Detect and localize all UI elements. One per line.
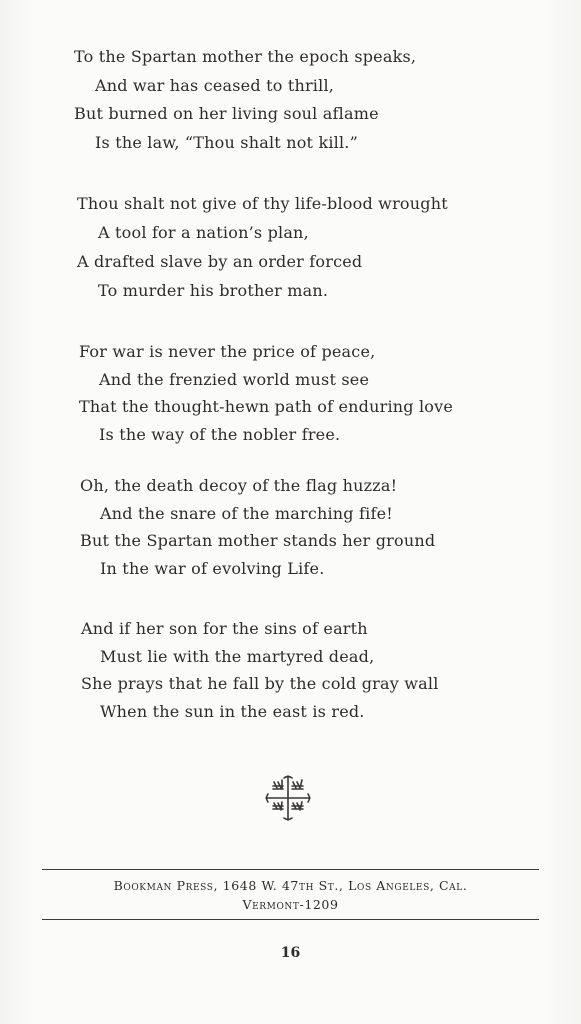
printer-telephone: Vermont-1209: [242, 897, 339, 912]
poem-line: In the war of evolving Life.: [100, 559, 325, 578]
poem-line: For war is never the price of peace,: [79, 342, 376, 361]
poem-line: And the snare of the marching fife!: [100, 504, 393, 523]
poem-line: But burned on her living soul aflame: [74, 104, 379, 123]
poem-line: That the thought-hewn path of enduring love: [79, 397, 454, 416]
poem-line: And war has ceased to thrill,: [95, 76, 335, 95]
poem-line: Is the law, “Thou shalt not kill.”: [95, 133, 358, 152]
poem-line: And if her son for the sins of earth: [81, 619, 368, 638]
imprint-bottom-rule: [42, 919, 539, 920]
page-number: 16: [280, 945, 301, 961]
imprint-top-rule: [42, 869, 539, 870]
poem-line: To the Spartan mother the epoch speaks,: [74, 47, 417, 66]
poem-line: And the frenzied world must see: [99, 370, 370, 389]
poem-line: Thou shalt not give of thy life-blood wrought: [77, 194, 448, 213]
poem-line: A drafted slave by an order forced: [77, 252, 363, 271]
poem-line: A tool for a nation’s plan,: [98, 223, 309, 242]
poem-line: When the sun in the east is red.: [100, 702, 365, 721]
printers-ornament-icon: [262, 772, 314, 824]
poem-line: To murder his brother man.: [98, 281, 329, 300]
poem-line: She prays that he fall by the cold gray wall: [81, 674, 439, 693]
poem-line: But the Spartan mother stands her ground: [80, 531, 436, 550]
printer-imprint: Bookman Press, 1648 W. 47th St., Los Angeles, Cal.: [113, 878, 468, 893]
poem-line: Is the way of the nobler free.: [99, 425, 341, 444]
poem-line: Must lie with the martyred dead,: [100, 647, 375, 666]
poem-line: Oh, the death decoy of the flag huzza!: [80, 476, 398, 495]
